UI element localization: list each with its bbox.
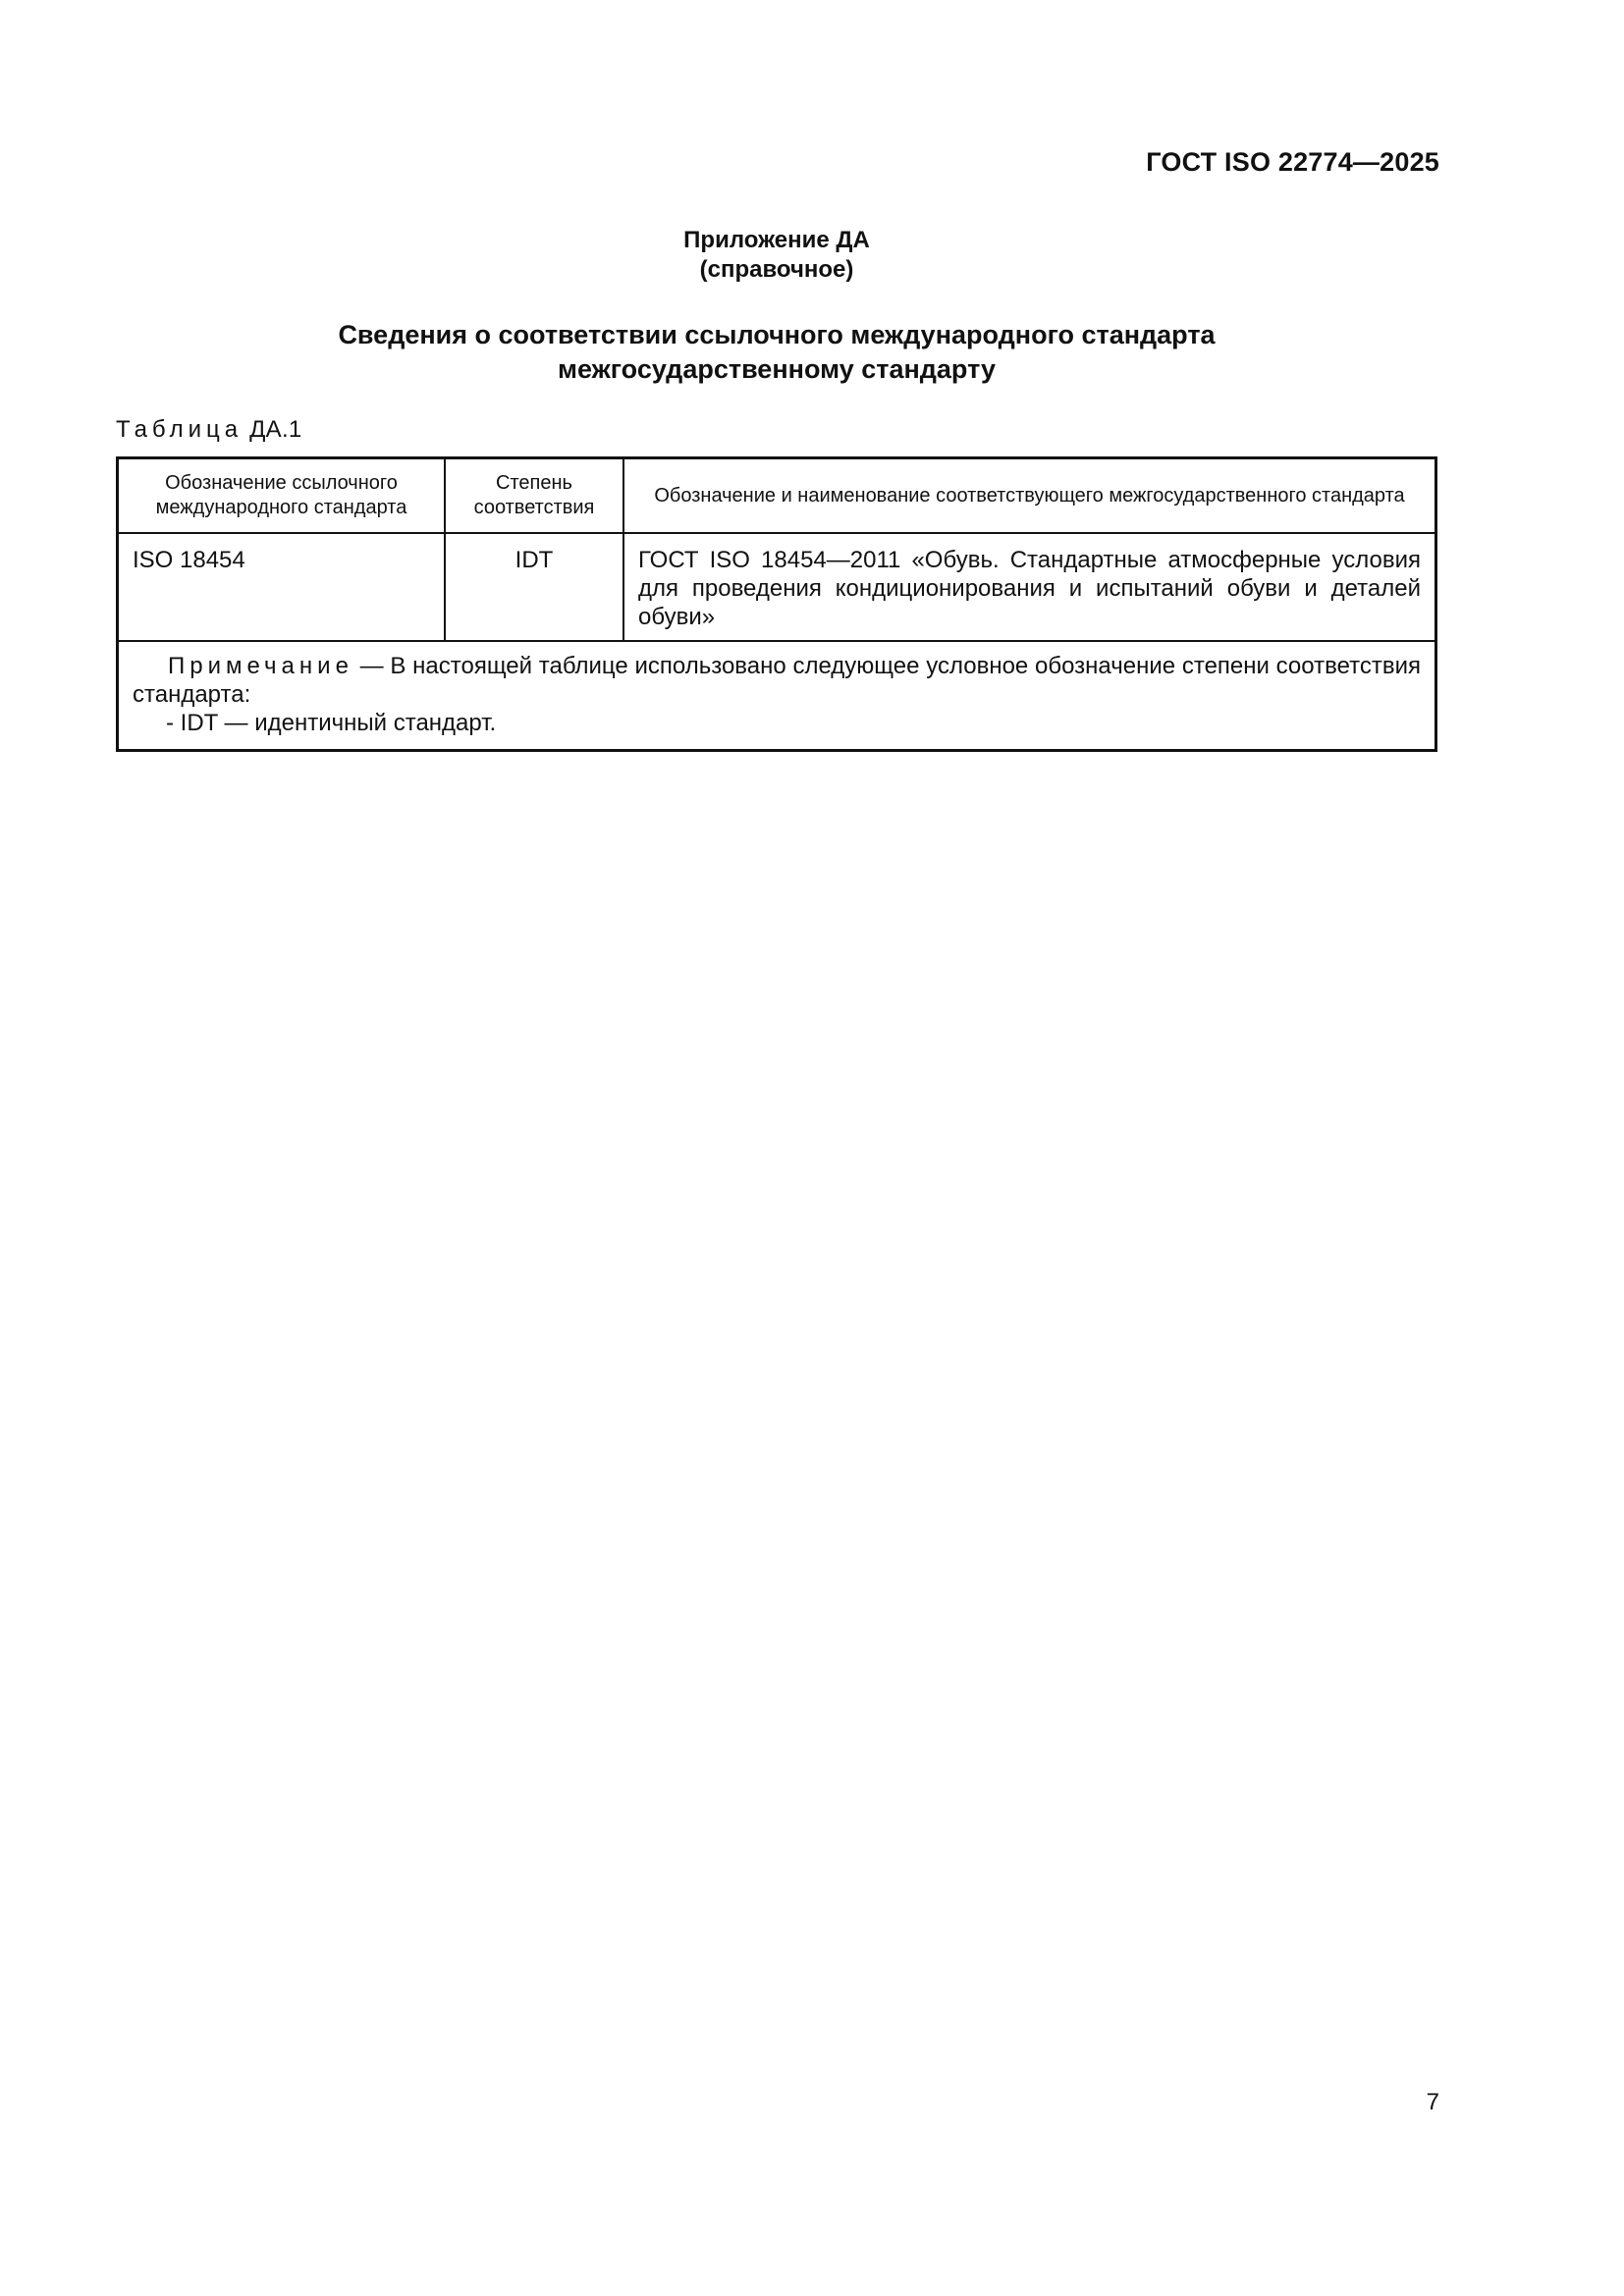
annex-label: Приложение ДА: [683, 227, 870, 253]
cell-national-standard: ГОСТ ISO 18454—2011 «Обувь. Стандартные атмосферные условия для проведения кондиционирования и испытаний обуви и деталей обуви»: [638, 547, 1421, 630]
table-note: [119, 642, 1435, 749]
table-row: [119, 534, 1435, 642]
column-header-degree: Степень соответствия: [446, 459, 624, 532]
table-caption-number: ДА.1: [249, 416, 302, 443]
column-header-national-standard: Обозначение и наименование соответствующего межгосударственного стандарта: [654, 484, 1405, 507]
note-paragraph: [133, 652, 1421, 709]
note-label: Примечание: [168, 653, 353, 679]
annex-title: [0, 318, 1553, 387]
annex-title-line-1: Сведения о соответствии ссылочного международного стандарта: [338, 320, 1216, 349]
annex-type: (справочное): [699, 256, 854, 283]
note-text: — В настоящей таблице использовано следующее условное обозначение степени соответствия стандарта:: [133, 653, 1421, 708]
table-caption-label: Таблица: [116, 416, 244, 443]
table-caption: [116, 416, 302, 444]
document-code: ГОСТ ISO 22774—2025: [1146, 147, 1439, 177]
cell-reference-standard: ISO 18454: [119, 534, 446, 640]
annex-title-line-2: межгосударственному стандарту: [558, 354, 996, 384]
annex-heading: [0, 226, 1553, 285]
correspondence-table: [116, 456, 1437, 752]
page-number: 7: [1426, 2089, 1439, 2115]
table-header-row: [119, 459, 1435, 534]
cell-degree: IDT: [446, 534, 624, 640]
column-header-reference-standard: Обозначение ссылочного международного стандарта: [119, 459, 446, 532]
note-list-item: - IDT — идентичный стандарт.: [166, 710, 497, 736]
